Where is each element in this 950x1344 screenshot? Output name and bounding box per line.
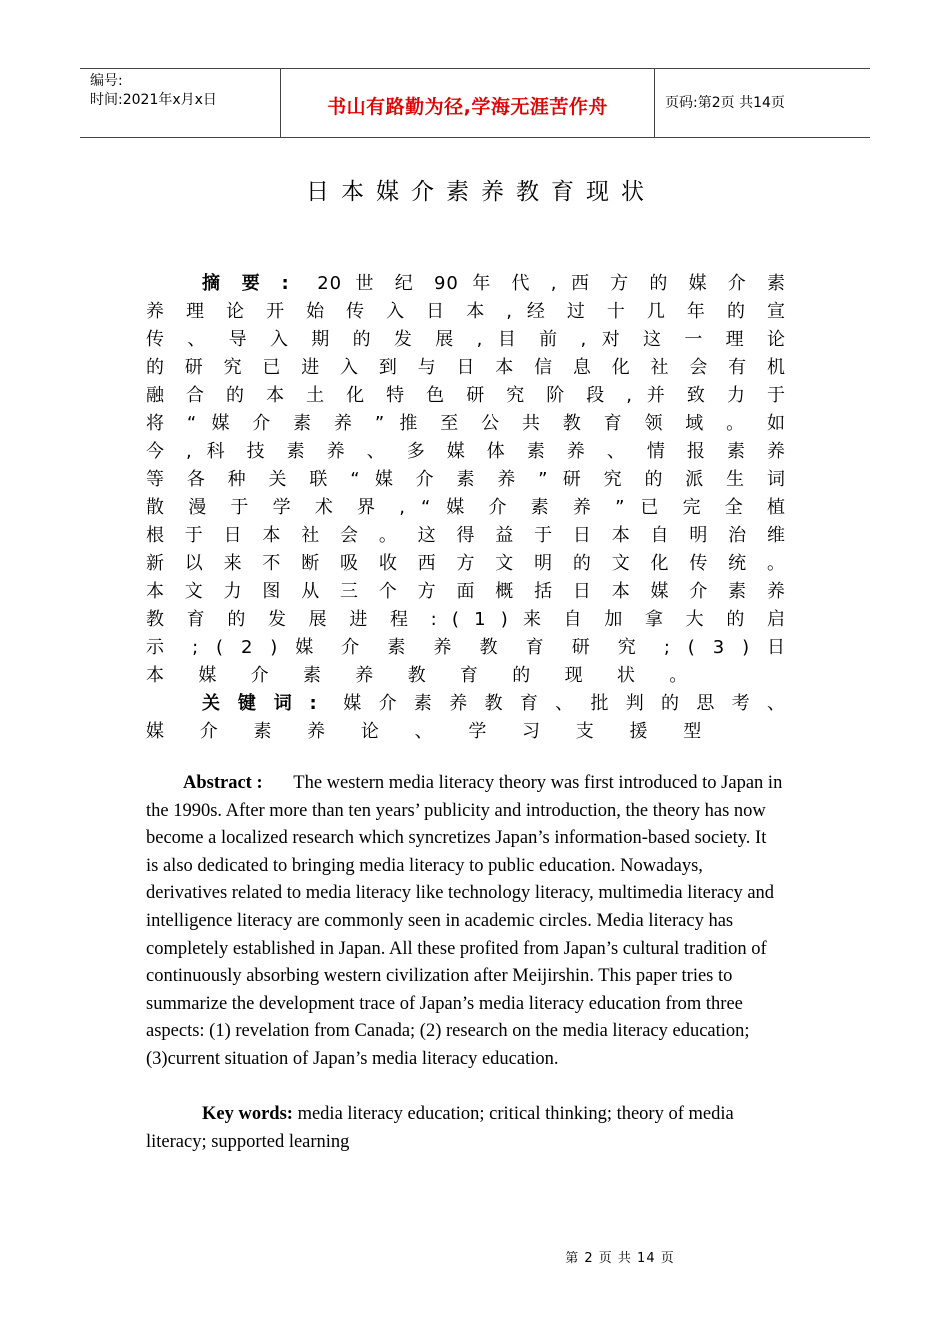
keywords-en-row [146, 1101, 806, 1129]
abstract-chinese [146, 270, 786, 746]
abstract-en-first-row [146, 770, 806, 798]
abstract-en-line: become a localized research which syncretizes Japan’s information-based society. It [146, 828, 767, 849]
abstract-cn-line: 本 媒 介 素 养 教 育 的 现 状 。 [146, 665, 702, 686]
keywords-en-line: media literacy education; critical thinking; theory of media [297, 1104, 734, 1125]
abstract-en-line: summarize the development trace of Japan’s media literacy education from three [146, 993, 743, 1014]
header-table [80, 68, 870, 138]
abstract-en-label: Abstract : [183, 773, 263, 793]
document-title: 日本媒介素养教育现状 [306, 179, 656, 205]
abstract-cn-first-row [146, 270, 786, 298]
keywords-cn-row [146, 690, 786, 718]
abstract-cn-line: 融 合 的 本 土 化 特 色 研 究 阶 段 , 并 致 力 于 [146, 385, 786, 406]
page-info: 页码:第2页 共14页 [665, 95, 785, 111]
abstract-english [146, 770, 806, 1156]
keywords-cn-line: 媒 介 素 养 教 育 、 批 判 的 思 考 、 [343, 693, 786, 714]
number-label: 编号: [90, 73, 123, 89]
keywords-cn-line: 媒 介 素 养 论 、 学 习 支 援 型 [146, 721, 717, 742]
abstract-en-line: continuously absorbing western civilization after Meijirshin. This paper tries to [146, 966, 733, 987]
abstract-cn-line: 传 、 导 入 期 的 发 展 , 目 前 , 对 这 一 理 论 [146, 329, 786, 350]
abstract-cn-label: 摘 要 : [202, 273, 290, 294]
abstract-cn-line: 根 于 日 本 社 会 。 这 得 益 于 日 本 自 明 治 维 [146, 525, 786, 546]
header-info-cell [80, 69, 281, 137]
keywords-cn-label: 关 键 词 : [202, 693, 318, 714]
spacer [146, 1074, 806, 1102]
abstract-cn-line: 新 以 来 不 断 吸 收 西 方 文 明 的 文 化 传 统 。 [146, 553, 786, 574]
abstract-en-line: intelligence literacy are commonly seen in academic circles. Media literacy has [146, 910, 734, 931]
keywords-en-line: literacy; supported learning [146, 1131, 350, 1152]
abstract-en-line: (3)current situation of Japan’s media literacy education. [146, 1048, 559, 1069]
abstract-cn-line: 今 , 科 技 素 养 、 多 媒 体 素 养 、 情 报 素 养 [146, 441, 786, 462]
abstract-en-line: The western media literacy theory was first introduced to Japan in [293, 773, 783, 793]
abstract-en-line: derivatives related to media literacy like technology literacy, multimedia literacy and [146, 883, 775, 904]
abstract-en-line: the 1990s. After more than ten years’ publicity and introduction, the theory has now [146, 800, 766, 821]
keywords-en-label: Key words: [202, 1104, 293, 1125]
abstract-cn-line: 20 世 纪 90 年 代 , 西 方 的 媒 介 素 [317, 273, 786, 294]
header-page-cell [655, 69, 870, 137]
motto-text: 书山有路勤为径,学海无涯苦作舟 [327, 96, 608, 118]
abstract-cn-line: 示 ; ( 2 ) 媒 介 素 养 教 育 研 究 ; ( 3 ) 日 [146, 637, 786, 658]
abstract-cn-line: 等 各 种 关 联 “ 媒 介 素 养 ” 研 究 的 派 生 词 [146, 469, 786, 490]
abstract-cn-line: 本 文 力 图 从 三 个 方 面 概 括 日 本 媒 介 素 养 [146, 581, 786, 602]
abstract-en-line: is also dedicated to bringing media literacy to public education. Nowadays, [146, 855, 703, 876]
abstract-cn-line: 散 漫 于 学 术 界 , “ 媒 介 素 养 ” 已 完 全 植 [146, 497, 786, 518]
abstract-cn-line: 的 研 究 已 进 入 到 与 日 本 信 息 化 社 会 有 机 [146, 357, 786, 378]
page-footer: 第 2 页 共 14 页 [565, 1251, 675, 1266]
abstract-cn-line: 教 育 的 发 展 进 程 : ( 1 ) 来 自 加 拿 大 的 启 [146, 609, 786, 630]
header-motto-cell [281, 69, 655, 137]
abstract-en-line: aspects: (1) revelation from Canada; (2) research on the media literacy education; [146, 1021, 750, 1042]
abstract-cn-line: 将 “ 媒 介 素 养 ” 推 至 公 共 教 育 领 域 。 如 [146, 413, 786, 434]
time-label: 时间:2021年x月x日 [90, 92, 217, 108]
abstract-cn-line: 养 理 论 开 始 传 入 日 本 , 经 过 十 几 年 的 宣 [146, 301, 786, 322]
abstract-en-line: completely established in Japan. All these profited from Japan’s cultural tradition of [146, 938, 767, 959]
